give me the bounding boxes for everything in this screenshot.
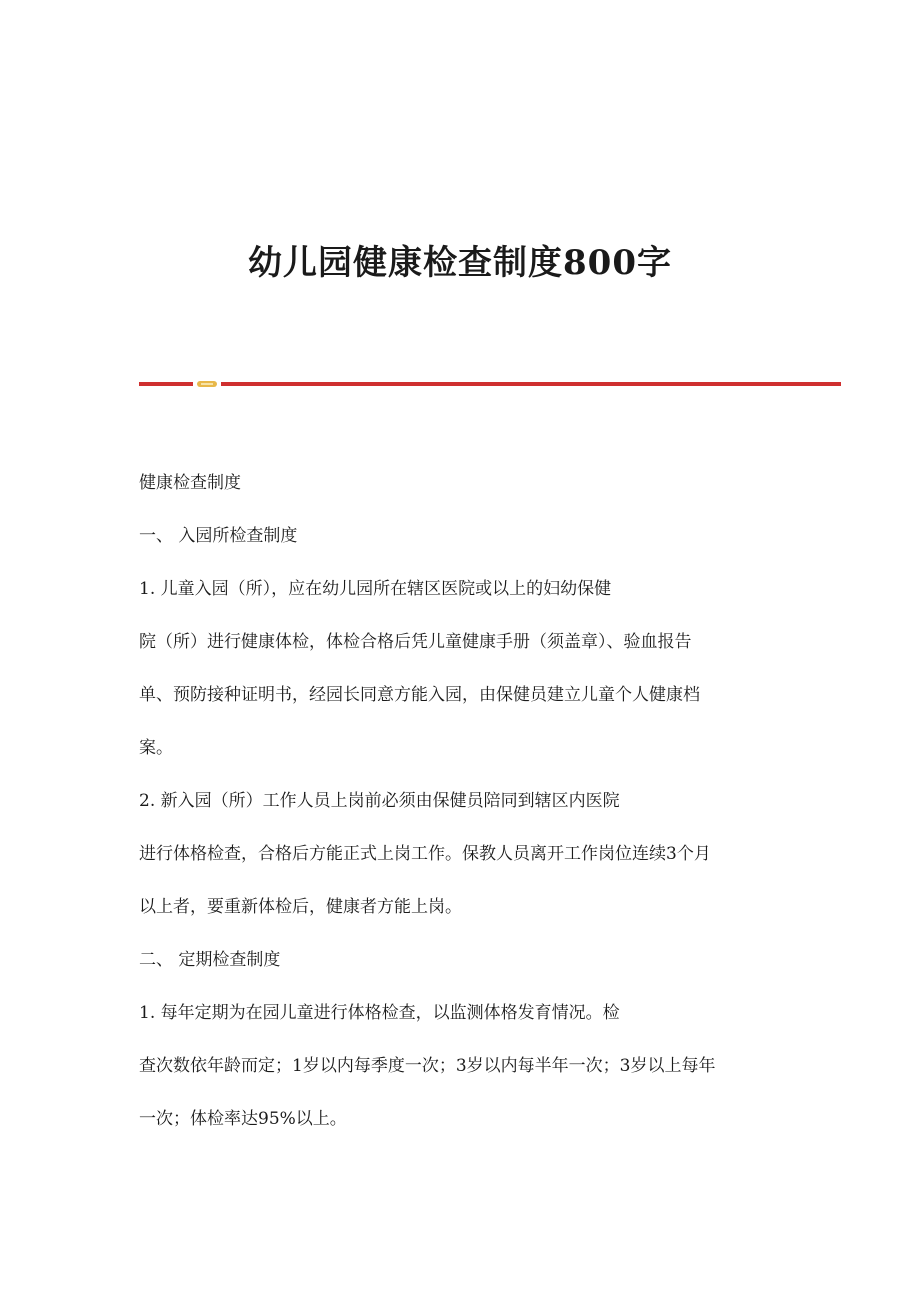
paragraph-line: 院（所）进行健康体检，体检合格后凭儿童健康手册（须盖章）、验血报告 — [139, 632, 692, 652]
paragraph-line: 单、预防接种证明书，经园长同意方能入园，由保健员建立儿童个人健康档 — [139, 685, 700, 705]
paragraph-line: 2. 新入园（所）工作人员上岗前必须由保健员陪同到辖区内医院 — [139, 791, 620, 811]
subsection-heading-2: 二、 定期检查制度 — [139, 950, 281, 970]
paragraph-line: 一次；体检率达95%以上。 — [139, 1109, 347, 1129]
paragraph-line: 1. 儿童入园（所），应在幼儿园所在辖区医院或以上的妇幼保健 — [139, 579, 612, 599]
divider-ornament-icon — [197, 381, 217, 387]
document-body — [139, 466, 779, 1155]
subsection-heading-1: 一、 入园所检查制度 — [139, 526, 298, 546]
paragraph-line: 查次数依年龄而定；1岁以内每季度一次；3岁以内每半年一次；3岁以上每年 — [139, 1056, 716, 1076]
section-heading: 健康检查制度 — [139, 473, 241, 493]
paragraph-line: 案。 — [139, 738, 173, 758]
divider-bar-right — [221, 382, 841, 386]
document-title: 幼儿园健康检查制度800字 — [248, 242, 672, 283]
paragraph-line: 以上者，要重新体检后，健康者方能上岗。 — [139, 897, 462, 917]
paragraph-line: 进行体格检查，合格后方能正式上岗工作。保教人员离开工作岗位连续3个月 — [139, 844, 711, 864]
divider-bar-left — [139, 382, 193, 386]
paragraph-line: 1. 每年定期为在园儿童进行体格检查，以监测体格发育情况。检 — [139, 1003, 620, 1023]
title-divider — [139, 380, 841, 388]
